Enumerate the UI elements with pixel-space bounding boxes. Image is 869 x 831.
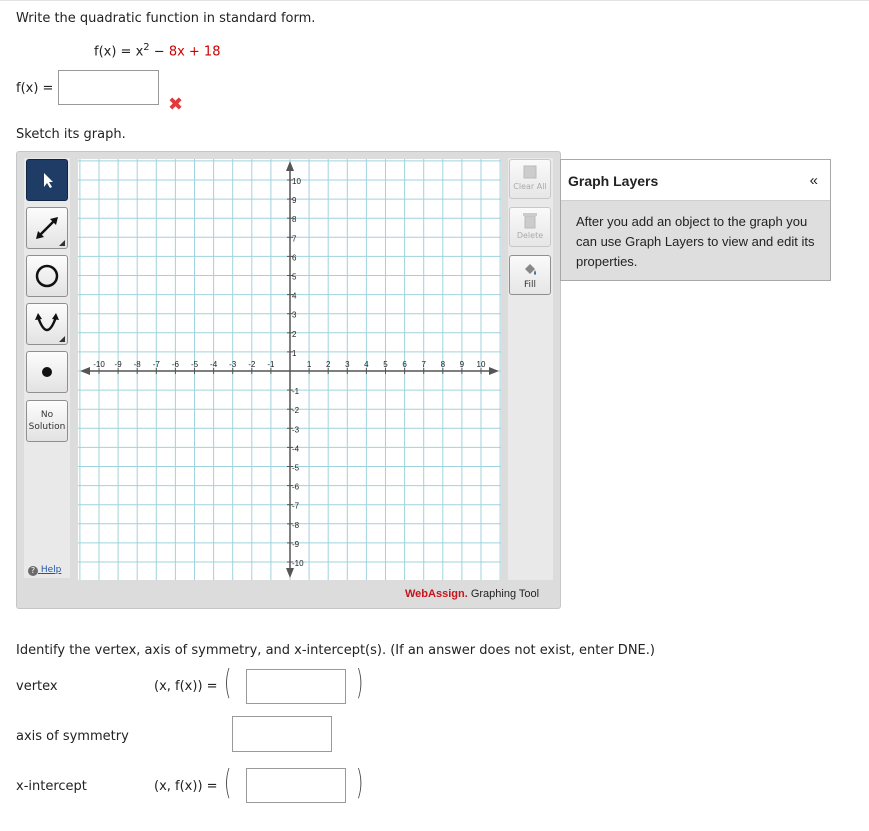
brand-name: WebAssign. bbox=[405, 588, 468, 600]
paint-bucket-icon bbox=[521, 260, 539, 278]
point-icon bbox=[37, 362, 57, 382]
function-minus: − bbox=[149, 44, 169, 60]
y-axis-arrow-down bbox=[286, 568, 294, 578]
graph-layers-help-text: After you add an object to the graph you can use Graph Layers to view and edit its properties. bbox=[576, 214, 815, 269]
collapse-icon[interactable]: « bbox=[809, 172, 818, 189]
delete-button[interactable] bbox=[509, 207, 551, 247]
graph-layers-header bbox=[561, 160, 830, 201]
y-tick-label: 9 bbox=[292, 196, 297, 206]
pointer-icon bbox=[37, 170, 57, 190]
y-tick-label: 7 bbox=[292, 234, 297, 244]
tool-options-corner bbox=[59, 240, 65, 246]
delete-label: Delete bbox=[516, 231, 544, 240]
point-tool-button[interactable] bbox=[26, 351, 68, 393]
y-tick-label: -7 bbox=[292, 501, 300, 511]
identify-prompt: Identify the vertex, axis of symmetry, and x-intercept(s). (If an answer does not exist, enter DNE.) bbox=[16, 643, 655, 658]
y-tick-label: -3 bbox=[292, 425, 300, 435]
graph-layers-title: Graph Layers bbox=[568, 173, 659, 189]
line-tool-button[interactable] bbox=[26, 207, 68, 249]
x-tick-label: -10 bbox=[93, 360, 105, 369]
x-tick-label: -6 bbox=[171, 360, 179, 369]
top-divider bbox=[0, 0, 869, 4]
function-answer-input[interactable] bbox=[58, 70, 159, 105]
brand-suffix: Graphing Tool bbox=[467, 588, 540, 600]
y-tick-label: -5 bbox=[292, 463, 300, 473]
x-intercept-label: x-intercept bbox=[16, 779, 87, 794]
no-solution-button[interactable] bbox=[26, 400, 68, 442]
y-tick-label: 2 bbox=[292, 329, 297, 339]
answer-label: f(x) = bbox=[16, 81, 54, 96]
no-solution-line2: Solution bbox=[28, 422, 66, 432]
x-tick-label: 5 bbox=[383, 360, 388, 369]
vertex-input[interactable] bbox=[246, 669, 346, 704]
close-paren: ) bbox=[355, 663, 364, 703]
parabola-icon bbox=[32, 309, 62, 339]
trash-icon bbox=[522, 211, 538, 229]
x-tick-label: -7 bbox=[152, 360, 160, 369]
y-tick-label: -8 bbox=[292, 520, 300, 530]
y-tick-label: -4 bbox=[292, 444, 300, 454]
function-expression bbox=[94, 42, 220, 59]
graph-layers-panel bbox=[560, 159, 831, 281]
y-tick-label: -2 bbox=[292, 406, 300, 416]
x-tick-label: 4 bbox=[364, 360, 369, 369]
x-axis-arrow-left bbox=[80, 367, 90, 375]
parabola-tool-button[interactable] bbox=[26, 303, 68, 345]
coordinate-plane[interactable] bbox=[78, 159, 501, 580]
axis-of-symmetry-input[interactable] bbox=[232, 716, 332, 752]
y-tick-label: 10 bbox=[292, 177, 301, 186]
x-tick-label: 1 bbox=[306, 360, 312, 369]
x-tick-label: -5 bbox=[190, 360, 199, 369]
webassign-brand bbox=[405, 588, 539, 600]
clear-all-label: Clear All bbox=[513, 182, 547, 191]
y-tick-label: 8 bbox=[292, 215, 297, 225]
x-tick-label: -8 bbox=[133, 360, 141, 369]
function-exponent: 2 bbox=[143, 42, 150, 53]
axis-of-symmetry-label: axis of symmetry bbox=[16, 729, 129, 744]
open-paren: ( bbox=[223, 663, 232, 703]
x-tick-label: -3 bbox=[229, 360, 237, 369]
y-tick-label: 3 bbox=[292, 310, 297, 320]
x-axis-arrow-right bbox=[489, 367, 499, 375]
pointer-tool-button[interactable] bbox=[26, 159, 68, 201]
x-tick-label: 10 bbox=[476, 360, 486, 369]
clear-all-icon bbox=[522, 164, 538, 180]
x-intercept-input[interactable] bbox=[246, 768, 346, 803]
help-icon: ? bbox=[28, 566, 38, 576]
x-tick-label: 8 bbox=[440, 360, 446, 369]
function-highlight: 8x + 18 bbox=[168, 44, 221, 60]
y-tick-label: 4 bbox=[292, 291, 297, 301]
x-tick-label: -4 bbox=[210, 360, 218, 369]
y-tick-label: 1 bbox=[292, 348, 297, 358]
help-label: Help bbox=[40, 565, 62, 575]
x-intercept-expression: (x, f(x)) = bbox=[154, 779, 218, 794]
y-tick-label: -9 bbox=[292, 539, 300, 549]
clear-all-button[interactable] bbox=[509, 159, 551, 199]
graph-canvas[interactable] bbox=[78, 159, 501, 580]
y-tick-label: -1 bbox=[292, 387, 300, 397]
y-tick-label: 6 bbox=[292, 253, 297, 263]
x-tick-label: 9 bbox=[459, 360, 465, 369]
vertex-expression: (x, f(x)) = bbox=[154, 679, 218, 694]
open-paren: ( bbox=[223, 763, 232, 803]
sketch-prompt: Sketch its graph. bbox=[16, 127, 126, 142]
x-mark-icon: ✖ bbox=[168, 94, 184, 115]
y-tick-label: -6 bbox=[292, 482, 300, 492]
question-prompt: Write the quadratic function in standard form. bbox=[16, 11, 316, 26]
y-tick-label: -10 bbox=[292, 559, 304, 568]
x-tick-label: -9 bbox=[114, 360, 122, 369]
x-tick-label: -1 bbox=[267, 360, 275, 369]
fill-label: Fill bbox=[523, 280, 537, 290]
x-tick-label: 2 bbox=[325, 360, 331, 369]
y-tick-label: 5 bbox=[292, 272, 297, 282]
x-tick-label: 6 bbox=[402, 360, 407, 369]
y-axis-arrow-up bbox=[286, 161, 294, 171]
fill-button[interactable] bbox=[509, 255, 551, 295]
help-link[interactable] bbox=[28, 565, 61, 576]
tool-options-corner bbox=[59, 336, 65, 342]
x-tick-label: 7 bbox=[421, 360, 426, 369]
close-paren: ) bbox=[355, 763, 364, 803]
function-prefix: f(x) = x bbox=[94, 44, 144, 60]
circle-icon bbox=[32, 261, 62, 291]
no-solution-line1: No bbox=[40, 410, 54, 420]
x-tick-label: -2 bbox=[248, 360, 256, 369]
line-icon bbox=[32, 213, 62, 243]
vertex-label: vertex bbox=[16, 679, 58, 694]
circle-tool-button[interactable] bbox=[26, 255, 68, 297]
x-tick-label: 3 bbox=[345, 360, 350, 369]
